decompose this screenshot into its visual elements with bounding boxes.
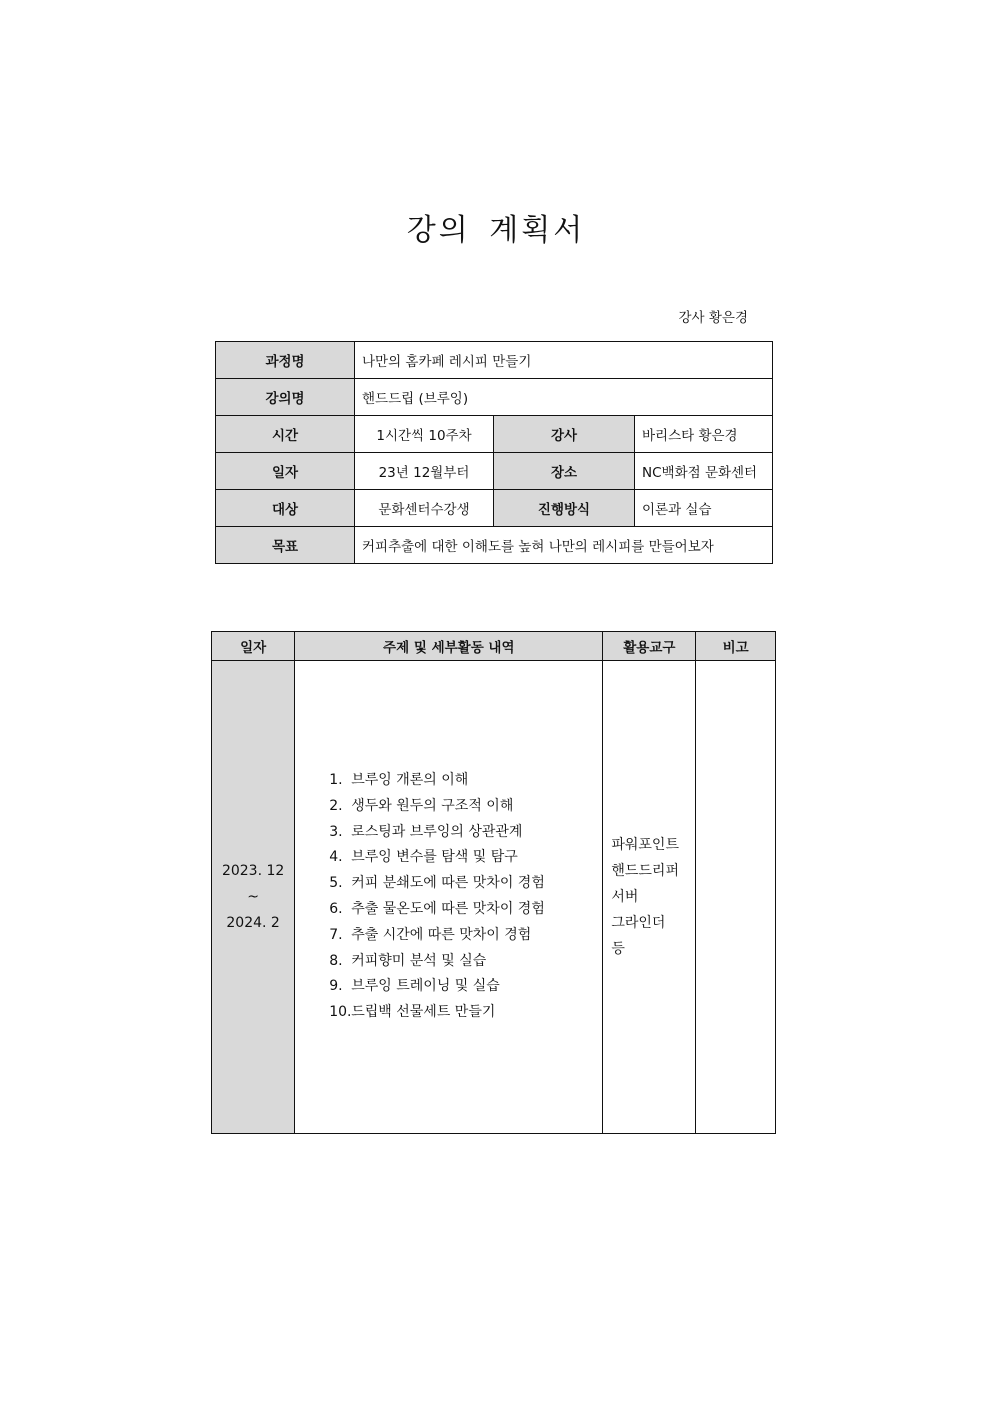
- topic-number: 8.: [329, 952, 343, 969]
- plan-date-start: 2023. 12: [221, 863, 285, 879]
- topic-item: [329, 871, 598, 897]
- topic-item: [329, 845, 598, 871]
- course-label: 과정명: [216, 342, 355, 379]
- plan-header-date: 일자: [212, 632, 295, 661]
- target-row: [216, 490, 773, 527]
- plan-header-note: 비고: [696, 632, 776, 661]
- plan-note-cell: [696, 661, 776, 1134]
- tool-item: 등: [611, 941, 625, 957]
- topic-number: 4.: [329, 849, 343, 866]
- topic-item: [329, 974, 598, 1000]
- course-info-table: [215, 341, 773, 564]
- plan-tools-cell: [603, 661, 696, 1134]
- topic-text: 브루잉 개론의 이해: [351, 772, 469, 789]
- topic-item: [329, 768, 598, 794]
- target-label: 대상: [216, 490, 355, 527]
- teacher-label: 강사: [494, 416, 635, 453]
- course-value: 나만의 홈카페 레시피 만들기: [355, 342, 773, 379]
- tool-item: 핸드드리퍼: [611, 863, 679, 879]
- topic-text: 로스팅과 브루잉의 상관관계: [351, 823, 523, 840]
- lecture-label: 강의명: [216, 379, 355, 416]
- document-title: 강의 계획서: [406, 213, 586, 248]
- plan-body-row: [212, 661, 776, 1134]
- topic-text: 추출 시간에 따른 맛차이 경험: [351, 926, 532, 943]
- topic-number: 5.: [329, 875, 343, 892]
- date-row: [216, 453, 773, 490]
- topic-number: 10.: [329, 1004, 352, 1021]
- plan-header-topics: 주제 및 세부활동 내역: [295, 632, 603, 661]
- topic-text: 브루잉 트레이닝 및 실습: [351, 978, 500, 995]
- topic-text: 드립백 선물세트 만들기: [351, 1004, 496, 1021]
- topic-number: 2.: [329, 797, 343, 814]
- time-value: 1시간씩 10주차: [355, 416, 494, 453]
- topic-text: 커피향미 분석 및 실습: [351, 952, 487, 969]
- topic-item: [329, 794, 598, 820]
- plan-header-row: [212, 632, 776, 661]
- target-value: 문화센터수강생: [355, 490, 494, 527]
- topic-item: [329, 897, 598, 923]
- lesson-plan-table: [211, 631, 776, 1134]
- tool-item: 그라인더: [611, 915, 666, 931]
- topic-item: [329, 923, 598, 949]
- teacher-value: 바리스타 황은경: [635, 416, 773, 453]
- goal-label: 목표: [216, 527, 355, 564]
- topic-item: [329, 1000, 598, 1026]
- lecture-value: 핸드드립 (브루잉): [355, 379, 773, 416]
- topic-item: [329, 949, 598, 975]
- time-label: 시간: [216, 416, 355, 453]
- tool-item: 서버: [611, 889, 639, 905]
- place-value: NC백화점 문화센터: [635, 453, 773, 490]
- goal-row: [216, 527, 773, 564]
- topic-item: [329, 820, 598, 846]
- lecture-row: [216, 379, 773, 416]
- method-label: 진행방식: [494, 490, 635, 527]
- topic-text: 생두와 원두의 구조적 이해: [351, 797, 514, 814]
- tool-item: 파워포인트: [611, 837, 679, 853]
- course-row: [216, 342, 773, 379]
- topic-number: 9.: [329, 978, 343, 995]
- instructor-name: 강사 황은경: [678, 310, 748, 326]
- date-label: 일자: [216, 453, 355, 490]
- topic-number: 7.: [329, 926, 343, 943]
- plan-date-cell: [212, 661, 295, 1134]
- topic-number: 6.: [329, 901, 343, 917]
- method-value: 이론과 실습: [635, 490, 773, 527]
- date-value: 23년 12월부터: [355, 453, 494, 490]
- time-row: [216, 416, 773, 453]
- plan-date-end: 2024. 2: [226, 915, 280, 931]
- topic-text: 커피 분쇄도에 따른 맛차이 경험: [351, 875, 545, 892]
- topic-text: 추출 물온도에 따른 맛차이 경험: [351, 901, 545, 917]
- goal-value: 커피추출에 대한 이해도를 높혀 나만의 레시피를 만들어보자: [355, 527, 773, 564]
- topic-text: 브루잉 변수를 탐색 및 탐구: [351, 849, 518, 866]
- topic-number: 3.: [329, 823, 343, 840]
- topic-number: 1.: [329, 772, 343, 789]
- plan-header-tools: 활용교구: [603, 632, 696, 661]
- plan-topics-cell: [295, 661, 603, 1134]
- topic-list: [329, 768, 598, 1026]
- place-label: 장소: [494, 453, 635, 490]
- plan-date-separator: ~: [247, 889, 259, 905]
